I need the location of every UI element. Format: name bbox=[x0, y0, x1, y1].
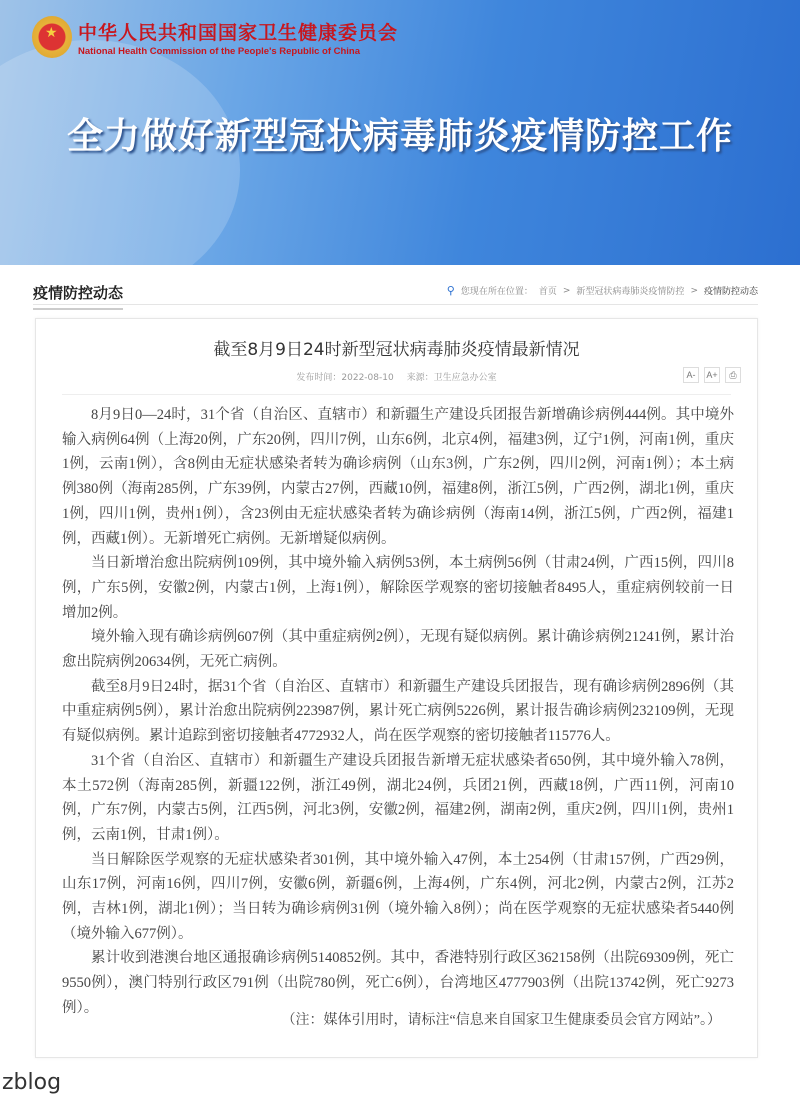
meta-divider bbox=[62, 394, 731, 395]
org-name-cn[interactable]: 中华人民共和国国家卫生健康委员会 bbox=[78, 22, 399, 44]
breadcrumb-covid[interactable]: 新型冠状病毒肺炎疫情防控 bbox=[576, 287, 685, 297]
paragraph: 累计收到港澳台地区通报确诊病例5140852例。其中，香港特别行政区362158例（出院69309例，死亡9550例），澳门特别行政区791例（出院780例，死亡6例），台湾地区4777903例（出院13742例，死亡9273例）。 bbox=[62, 950, 734, 1016]
breadcrumb-prefix: 您现在所在位置： bbox=[460, 287, 533, 297]
breadcrumb-current[interactable]: 疫情防控动态 bbox=[703, 287, 758, 297]
font-increase-button[interactable]: A+ bbox=[704, 367, 720, 383]
national-emblem-logo: ★ bbox=[32, 16, 72, 58]
header-banner bbox=[0, 0, 800, 265]
print-button[interactable]: ⎙ bbox=[725, 367, 741, 383]
section-title: 疫情防控动态 bbox=[33, 282, 123, 310]
banner-slogan: 全力做好新型冠状病毒肺炎疫情防控工作 bbox=[66, 116, 733, 157]
location-pin-icon: ⚲ bbox=[446, 284, 455, 297]
breadcrumb-separator: > bbox=[690, 285, 698, 296]
org-name-en: National Health Commission of the People's Republic of China bbox=[78, 46, 361, 57]
section-divider bbox=[33, 304, 758, 305]
article-source: 来源：卫生应急办公室 bbox=[406, 373, 497, 383]
breadcrumb-home[interactable]: 首页 bbox=[538, 287, 557, 297]
paragraph: 当日新增治愈出院病例109例，其中境外输入病例53例，本土病例56例（甘肃24例，广西15例，四川8例，广东5例，安徽2例，内蒙古1例，上海1例），解除医学观察的密切接触者8495人，重症病例较前一日增加2例。 bbox=[62, 555, 734, 621]
citation-note: （注：媒体引用时，请标注“信息来自国家卫生健康委员会官方网站”。） bbox=[281, 1013, 721, 1028]
breadcrumb bbox=[447, 284, 758, 297]
publish-date: 发布时间：2022-08-10 bbox=[296, 373, 394, 383]
paragraph: 截至8月9日24时，据31个省（自治区、直辖市）和新疆生产建设兵团报告，现有确诊病例2896例（其中重症病例5例），累计治愈出院病例223987例，累计死亡病例5226例，累计报告确诊病例232109例，无现有疑似病例。累计追踪到密切接触者4772932人，尚在医学观察的密切接触者115776人。 bbox=[62, 678, 734, 745]
article-body bbox=[62, 403, 734, 1021]
paragraph: 当日解除医学观察的无症状感染者301例，其中境外输入47例，本土254例（甘肃157例，广西29例，山东17例，河南16例，四川7例，安徽6例，新疆6例，上海4例，广东4例，河北2例，内蒙古2例，江苏2例，吉林1例，湖北1例）；当日转为确诊病例31例（境外输入8例）；尚在医学观察的无症状感染者5440例（境外输入677例）。 bbox=[62, 851, 734, 942]
font-decrease-button[interactable]: A- bbox=[683, 367, 699, 383]
article-title: 截至8月9日24时新型冠状病毒肺炎疫情最新情况 bbox=[213, 340, 580, 360]
paragraph: 8月9日0—24时，31个省（自治区、直辖市）和新疆生产建设兵团报告新增确诊病例444例。其中境外输入病例64例（上海20例，广东20例，四川7例，山东6例，北京4例，福建3例，辽宁1例，河南1例，重庆1例，云南1例），含8例由无症状感染者转为确诊病例（山东3例，广东2例，四川2例，河南1例）；本土病例380例（海南285例，广东39例，内蒙古27例，西藏10例，福建8例，浙江5例，广西2例，湖北1例，重庆1例，四川1例，贵州1例），含23例由无症状感染者转为确诊病例（海南14例，浙江5例，广西2例，福建1例，西藏1例）。无新增死亡病例。无新增疑似病例。 bbox=[62, 407, 734, 547]
paragraph: 境外输入现有确诊病例607例（其中重症病例2例），无现有疑似病例。累计确诊病例21241例，累计治愈出院病例20634例，无死亡病例。 bbox=[62, 629, 734, 671]
article-tools bbox=[683, 367, 741, 383]
paragraph: 31个省（自治区、直辖市）和新疆生产建设兵团报告新增无症状感染者650例，其中境外输入78例，本土572例（海南285例，新疆122例，浙江49例，湖北24例，兵团21例，西藏18例，广西11例，河南10例，广东7例，内蒙古5例，江西5例，河北3例，安徽2例，福建2例，湖南2例，重庆2例，四川1例，贵州1例，云南1例，甘肃1例）。 bbox=[62, 752, 734, 843]
article-meta bbox=[36, 370, 757, 383]
breadcrumb-separator: > bbox=[562, 285, 571, 296]
watermark: zblog bbox=[2, 1070, 62, 1095]
article-card bbox=[35, 318, 758, 1058]
